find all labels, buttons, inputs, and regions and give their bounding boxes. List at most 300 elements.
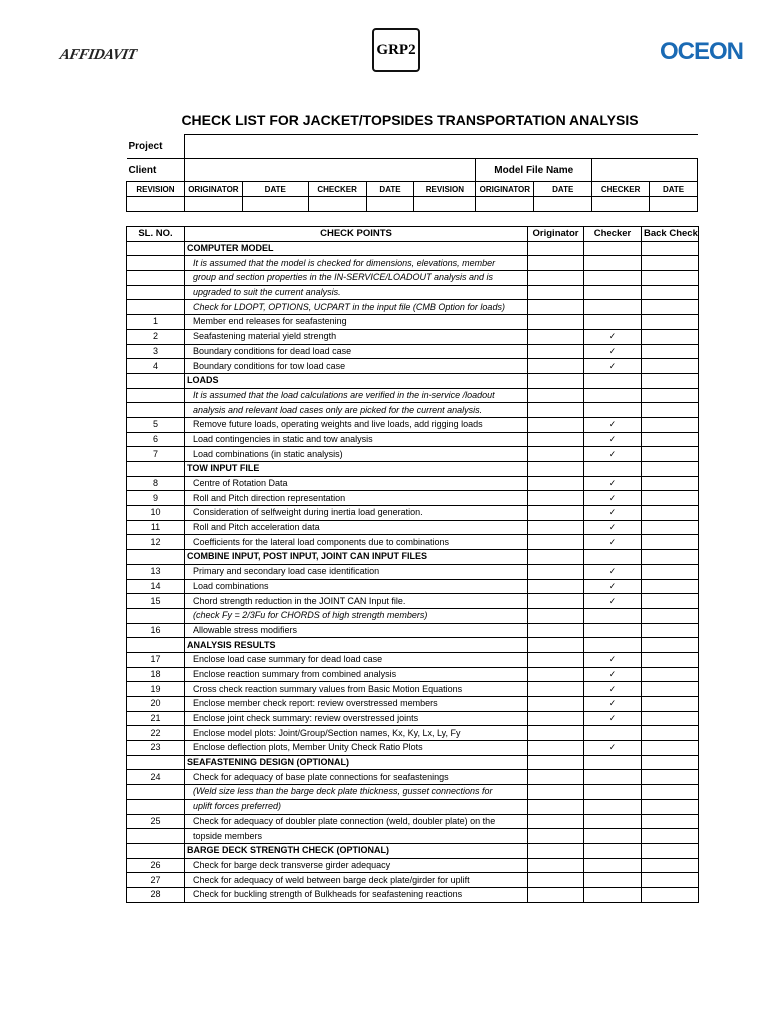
originator-cell[interactable] [528,476,584,491]
check-point-text: Load combinations [185,579,528,594]
back-check-cell[interactable] [642,432,699,447]
checker-cell[interactable] [584,858,642,873]
checker-cell[interactable]: ✓ [584,579,642,594]
back-check-cell[interactable] [642,814,699,829]
originator-cell[interactable] [528,799,584,814]
document-title: CHECK LIST FOR JACKET/TOPSIDES TRANSPORTATION ANALYSIS [181,112,639,128]
back-check-cell[interactable] [642,682,699,697]
section-row [127,550,699,565]
checklist-row [127,711,699,726]
check-point-text: Enclose joint check summary: review overstressed joints [185,711,528,726]
back-check-cell[interactable] [642,344,699,359]
sl-number [127,256,185,271]
checker-cell[interactable]: ✓ [584,682,642,697]
section-title: COMBINE INPUT, POST INPUT, JOINT CAN INPUT FILES [185,550,528,565]
revision-header-row [127,182,698,197]
originator-cell[interactable] [528,432,584,447]
back-check-cell[interactable] [642,652,699,667]
checklist-row [127,858,699,873]
back-check-cell[interactable] [642,726,699,741]
check-point-text: Enclose load case summary for dead load case [185,652,528,667]
back-check-cell[interactable] [642,271,699,286]
sl-number: 10 [127,506,185,521]
sl-number: 16 [127,623,185,638]
back-check-cell[interactable] [642,256,699,271]
sl-number: 21 [127,711,185,726]
back-check-cell[interactable] [642,491,699,506]
section-title: SEAFASTENING DESIGN (OPTIONAL) [185,755,528,770]
back-check-cell[interactable] [642,638,699,653]
originator-cell[interactable] [528,843,584,858]
check-point-text: Member end releases for seafastening [185,315,528,330]
checklist-row [127,682,699,697]
checker-cell[interactable]: ✓ [584,329,642,344]
sl-number: 12 [127,535,185,550]
originator-cell[interactable] [528,256,584,271]
check-point-text: uplift forces preferred) [185,799,528,814]
checklist-row [127,829,699,844]
revision-header-7: ORIGINATOR [476,182,534,197]
checklist-row [127,315,699,330]
check-point-text: Seafastening material yield strength [185,329,528,344]
checker-cell[interactable]: ✓ [584,652,642,667]
sl-number: 6 [127,432,185,447]
sl-number: 3 [127,344,185,359]
checker-cell[interactable]: ✓ [584,476,642,491]
originator-cell[interactable] [528,241,584,256]
originator-cell[interactable] [528,285,584,300]
section-row [127,638,699,653]
back-check-cell[interactable] [642,285,699,300]
checker-cell[interactable]: ✓ [584,535,642,550]
checker-cell[interactable] [584,814,642,829]
model-file-value[interactable] [592,159,698,182]
sl-number: 2 [127,329,185,344]
checklist-row [127,741,699,756]
checker-cell[interactable]: ✓ [584,491,642,506]
back-check-cell[interactable] [642,843,699,858]
check-point-text: Primary and secondary load case identification [185,564,528,579]
sl-number: 7 [127,447,185,462]
back-check-cell[interactable] [642,697,699,712]
check-point-text: Enclose reaction summary from combined analysis [185,667,528,682]
section-row [127,373,699,388]
checklist-row [127,535,699,550]
back-check-cell[interactable] [642,667,699,682]
checker-cell[interactable] [584,755,642,770]
originator-cell[interactable] [528,579,584,594]
check-point-text: Remove future loads, operating weights and live loads, add rigging loads [185,417,528,432]
sl-number: 27 [127,873,185,888]
checker-cell[interactable]: ✓ [584,447,642,462]
checker-cell[interactable] [584,638,642,653]
section-row [127,462,699,477]
checker-cell[interactable] [584,829,642,844]
originator-header: Originator [528,227,584,242]
checker-cell[interactable]: ✓ [584,667,642,682]
check-point-text: Load combinations (in static analysis) [185,447,528,462]
checklist-row [127,594,699,609]
back-check-header: Back Check [642,227,699,242]
check-point-text: Boundary conditions for tow load case [185,359,528,374]
checker-cell[interactable]: ✓ [584,711,642,726]
checker-cell[interactable]: ✓ [584,432,642,447]
check-point-text: analysis and relevant load cases only are picked for the current analysis. [185,403,528,418]
revision-value-6[interactable] [414,197,476,212]
sl-number: 25 [127,814,185,829]
check-point-text: Roll and Pitch acceleration data [185,520,528,535]
sl-number: 9 [127,491,185,506]
sl-number: 18 [127,667,185,682]
back-check-cell[interactable] [642,373,699,388]
back-check-cell[interactable] [642,829,699,844]
section-title: COMPUTER MODEL [185,241,528,256]
checklist-row [127,359,699,374]
checker-cell[interactable]: ✓ [584,741,642,756]
originator-cell[interactable] [528,506,584,521]
sl-number: 17 [127,652,185,667]
originator-cell[interactable] [528,652,584,667]
sl-number: 28 [127,887,185,902]
sl-number [127,755,185,770]
checker-cell[interactable] [584,799,642,814]
back-check-cell[interactable] [642,785,699,800]
sl-number [127,608,185,623]
revision-value-9[interactable] [592,197,650,212]
sl-number [127,300,185,315]
originator-cell[interactable] [528,858,584,873]
sl-number: 13 [127,564,185,579]
back-check-cell[interactable] [642,770,699,785]
back-check-cell[interactable] [642,417,699,432]
check-point-text: Enclose member check report: review overstressed members [185,697,528,712]
checklist-row [127,491,699,506]
originator-cell[interactable] [528,462,584,477]
checklist-row [127,271,699,286]
back-check-cell[interactable] [642,799,699,814]
sl-number: 5 [127,417,185,432]
checker-cell[interactable]: ✓ [584,417,642,432]
section-row [127,241,699,256]
check-point-text: It is assumed that the model is checked for dimensions, elevations, member [185,256,528,271]
sl-number [127,403,185,418]
grp2-logo: GRP2 [372,28,420,72]
originator-cell[interactable] [528,491,584,506]
section-row [127,843,699,858]
sl-number [127,843,185,858]
revision-header-10: DATE [650,182,698,197]
check-point-text: Cross check reaction summary values from Basic Motion Equations [185,682,528,697]
checker-cell[interactable] [584,285,642,300]
project-info-table [126,134,698,212]
check-point-text: Centre of Rotation Data [185,476,528,491]
checklist-row [127,623,699,638]
company-logo-left: AFFIDAVIT [58,47,138,63]
originator-cell[interactable] [528,682,584,697]
checker-cell[interactable]: ✓ [584,594,642,609]
originator-cell[interactable] [528,417,584,432]
checklist-row [127,417,699,432]
revision-header-1: REVISION [127,182,185,197]
checker-cell[interactable] [584,271,642,286]
sl-number [127,388,185,403]
originator-cell[interactable] [528,315,584,330]
checklist-row [127,285,699,300]
back-check-cell[interactable] [642,506,699,521]
originator-cell[interactable] [528,594,584,609]
originator-cell[interactable] [528,403,584,418]
originator-cell[interactable] [528,388,584,403]
originator-cell[interactable] [528,814,584,829]
sl-number [127,785,185,800]
revision-value-3[interactable] [242,197,308,212]
project-label: Project [127,135,185,159]
check-point-text: Coefficients for the lateral load components due to combinations [185,535,528,550]
originator-cell[interactable] [528,697,584,712]
section-row [127,755,699,770]
check-points-header: CHECK POINTS [185,227,528,242]
back-check-cell[interactable] [642,359,699,374]
checklist-row [127,300,699,315]
checker-cell[interactable] [584,623,642,638]
check-point-text: Consideration of selfweight during inertia load generation. [185,506,528,521]
checklist-row [127,652,699,667]
back-check-cell[interactable] [642,535,699,550]
sl-number: 8 [127,476,185,491]
sl-number: 20 [127,697,185,712]
checklist-row [127,403,699,418]
checker-cell[interactable]: ✓ [584,564,642,579]
checklist-row [127,447,699,462]
originator-cell[interactable] [528,829,584,844]
checklist-row [127,344,699,359]
checker-cell[interactable] [584,873,642,888]
revision-value-row [127,197,698,212]
sl-no-header: SL. NO. [127,227,185,242]
checker-cell[interactable] [584,887,642,902]
back-check-cell[interactable] [642,711,699,726]
check-point-text: Check for buckling strength of Bulkheads for seafastening reactions [185,887,528,902]
originator-cell[interactable] [528,755,584,770]
originator-cell[interactable] [528,873,584,888]
sl-number [127,462,185,477]
originator-cell[interactable] [528,741,584,756]
checklist-header-row [127,227,699,242]
originator-cell[interactable] [528,344,584,359]
originator-cell[interactable] [528,564,584,579]
check-point-text: (Weld size less than the barge deck plate thickness, gusset connections for [185,785,528,800]
sl-number: 4 [127,359,185,374]
back-check-cell[interactable] [642,608,699,623]
checklist-row [127,506,699,521]
checker-cell[interactable] [584,241,642,256]
checklist-row [127,256,699,271]
sl-number: 22 [127,726,185,741]
check-point-text: Enclose deflection plots, Member Unity Check Ratio Plots [185,741,528,756]
revision-value-2[interactable] [184,197,242,212]
checklist-table [126,226,699,903]
originator-cell[interactable] [528,271,584,286]
check-point-text: group and section properties in the IN-SERVICE/LOADOUT analysis and is [185,271,528,286]
check-point-text: It is assumed that the load calculations are verified in the in-service /loadout [185,388,528,403]
originator-cell[interactable] [528,520,584,535]
checklist-row [127,520,699,535]
back-check-cell[interactable] [642,520,699,535]
checker-cell[interactable]: ✓ [584,359,642,374]
back-check-cell[interactable] [642,241,699,256]
section-title: LOADS [185,373,528,388]
sl-number [127,829,185,844]
section-title: ANALYSIS RESULTS [185,638,528,653]
checklist-row [127,887,699,902]
originator-cell[interactable] [528,638,584,653]
sl-number [127,638,185,653]
sl-number [127,799,185,814]
checklist-row [127,667,699,682]
checklist-row [127,388,699,403]
back-check-cell[interactable] [642,858,699,873]
revision-header-5: DATE [366,182,414,197]
back-check-cell[interactable] [642,564,699,579]
checklist-row [127,770,699,785]
originator-cell[interactable] [528,711,584,726]
sl-number: 23 [127,741,185,756]
sl-number [127,373,185,388]
revision-header-6: REVISION [414,182,476,197]
checker-cell[interactable] [584,462,642,477]
check-point-text: Check for adequacy of base plate connections for seafastenings [185,770,528,785]
revision-header-4: CHECKER [308,182,366,197]
check-point-text: Check for barge deck transverse girder adequacy [185,858,528,873]
originator-cell[interactable] [528,726,584,741]
checker-cell[interactable] [584,388,642,403]
section-title: TOW INPUT FILE [185,462,528,477]
checker-cell[interactable] [584,608,642,623]
originator-cell[interactable] [528,535,584,550]
sl-number: 11 [127,520,185,535]
sl-number [127,241,185,256]
back-check-cell[interactable] [642,462,699,477]
check-point-text: Check for adequacy of weld between barge deck plate/girder for uplift [185,873,528,888]
checker-cell[interactable] [584,550,642,565]
check-point-text: upgraded to suit the current analysis. [185,285,528,300]
checker-header: Checker [584,227,642,242]
check-point-text: (check Fy = 2/3Fu for CHORDS of high strength members) [185,608,528,623]
revision-value-8[interactable] [534,197,592,212]
originator-cell[interactable] [528,300,584,315]
checklist-row [127,476,699,491]
revision-value-4[interactable] [308,197,366,212]
originator-cell[interactable] [528,373,584,388]
originator-cell[interactable] [528,785,584,800]
sl-number [127,271,185,286]
checker-cell[interactable] [584,256,642,271]
originator-cell[interactable] [528,623,584,638]
checker-cell[interactable] [584,373,642,388]
checker-cell[interactable] [584,403,642,418]
sl-number [127,550,185,565]
originator-cell[interactable] [528,770,584,785]
checker-cell[interactable] [584,770,642,785]
check-point-text: Check for LDOPT, OPTIONS, UCPART in the input file (CMB Option for loads) [185,300,528,315]
check-point-text: Check for adequacy of doubler plate connection (weld, doubler plate) on the [185,814,528,829]
checklist-row [127,873,699,888]
back-check-cell[interactable] [642,755,699,770]
check-point-text: topside members [185,829,528,844]
originator-cell[interactable] [528,608,584,623]
check-point-text: Allowable stress modifiers [185,623,528,638]
back-check-cell[interactable] [642,329,699,344]
sl-number: 26 [127,858,185,873]
sl-number: 19 [127,682,185,697]
checklist-row [127,697,699,712]
back-check-cell[interactable] [642,873,699,888]
revision-header-8: DATE [534,182,592,197]
section-title: BARGE DECK STRENGTH CHECK (OPTIONAL) [185,843,528,858]
revision-header-9: CHECKER [592,182,650,197]
back-check-cell[interactable] [642,594,699,609]
back-check-cell[interactable] [642,388,699,403]
back-check-cell[interactable] [642,550,699,565]
sl-number: 24 [127,770,185,785]
checklist-row [127,329,699,344]
revision-value-5[interactable] [366,197,414,212]
revision-value-10[interactable] [650,197,698,212]
sl-number [127,285,185,300]
back-check-cell[interactable] [642,623,699,638]
check-point-text: Boundary conditions for dead load case [185,344,528,359]
revision-value-1[interactable] [127,197,185,212]
checker-cell[interactable]: ✓ [584,697,642,712]
checklist-row [127,799,699,814]
checker-cell[interactable] [584,726,642,741]
check-point-text: Enclose model plots: Joint/Group/Section names, Kx, Ky, Lx, Ly, Fy [185,726,528,741]
client-value[interactable] [184,159,475,182]
back-check-cell[interactable] [642,579,699,594]
check-point-text: Chord strength reduction in the JOINT CAN Input file. [185,594,528,609]
originator-cell[interactable] [528,550,584,565]
originator-cell[interactable] [528,329,584,344]
back-check-cell[interactable] [642,447,699,462]
checker-cell[interactable]: ✓ [584,506,642,521]
originator-cell[interactable] [528,667,584,682]
checker-cell[interactable] [584,300,642,315]
back-check-cell[interactable] [642,476,699,491]
sl-number: 15 [127,594,185,609]
checker-cell[interactable] [584,785,642,800]
back-check-cell[interactable] [642,300,699,315]
originator-cell[interactable] [528,359,584,374]
checker-cell[interactable]: ✓ [584,520,642,535]
back-check-cell[interactable] [642,887,699,902]
revision-value-7[interactable] [476,197,534,212]
sl-number: 1 [127,315,185,330]
back-check-cell[interactable] [642,403,699,418]
checklist-row [127,785,699,800]
back-check-cell[interactable] [642,741,699,756]
project-value[interactable] [184,135,697,159]
originator-cell[interactable] [528,447,584,462]
back-check-cell[interactable] [642,315,699,330]
check-point-text: Load contingencies in static and tow analysis [185,432,528,447]
originator-cell[interactable] [528,887,584,902]
oceon-logo: OCEON [660,38,744,65]
checklist-row [127,579,699,594]
checker-cell[interactable] [584,843,642,858]
checklist-row [127,608,699,623]
checker-cell[interactable] [584,315,642,330]
checker-cell[interactable]: ✓ [584,344,642,359]
